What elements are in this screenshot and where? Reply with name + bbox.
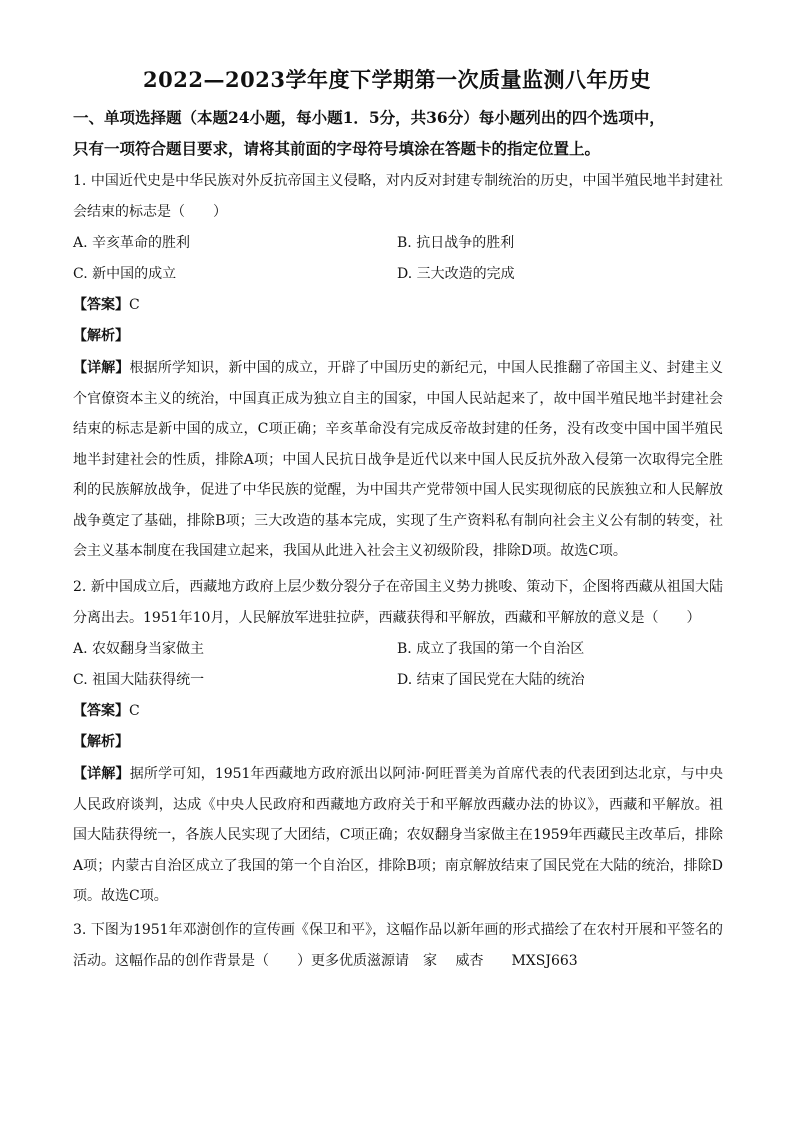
detail-tag: 【详解】 (73, 360, 130, 376)
question-2-option-d: D. 结束了国民党在大陆的统治 (397, 672, 585, 688)
question-2-option-a: A. 农奴翻身当家做主 (73, 641, 205, 657)
detail-text: 据所学可知，1951年西藏地方政府派出以阿沛·阿旺晋美为首席代表的代表团到达北京，与中央人民政府谈判，达成《中央人民政府和西藏地方政府关于和平解放西藏办法的协议》，西藏和平解放。祖国大陆获得统一，各族人民实现了大团结，C项正确；农奴翻身当家做主在1959年西藏民主改革后，排除A项；内蒙古自治区成立了我国的第一个自治区，排除B项；南京解放结束了国民党在大陆的统治，排除D项。故选C项。 (73, 766, 724, 904)
question-2-options-row-2 (73, 669, 723, 691)
question-2-options-row-1 (73, 638, 723, 660)
section-instruction-line-1: 一、单项选择题（本题24小题，每小题1．5分，共36分）每小题列出的四个选项中， (73, 108, 665, 127)
page-title: 2022—2023学年度下学期第一次质量监测八年历史 (143, 67, 651, 92)
section-instruction-line-2: 只有一项符合题目要求，请将其前面的字母符号填涂在答题卡的指定位置上。 (73, 139, 601, 158)
question-2-analysis-tag (73, 727, 723, 758)
question-2-option-c: C. 祖国大陆获得统一 (73, 672, 205, 688)
analysis-tag: 【解析】 (73, 328, 129, 344)
question-2-stem: 2. 新中国成立后，西藏地方政府上层少数分裂分子在帝国主义势力挑唆、策动下，企图将西藏从祖国大陆分离出去。1951年10月，人民解放军进驻拉萨，西藏获得和平解放，西藏和平解放的意义是（ ） (73, 579, 723, 626)
answer-tag: 【答案】 (73, 703, 129, 719)
question-1-option-b: B. 抗日战争的胜利 (397, 235, 515, 251)
analysis-tag: 【解析】 (73, 734, 129, 750)
question-1-option-c: C. 新中国的成立 (73, 266, 177, 282)
question-1-stem: 1. 中国近代史是中华民族对外反抗帝国主义侵略，对内反对封建专制统治的历史，中国半殖民地半封建社会结束的标志是（ ） (73, 173, 723, 220)
question-2-option-b: B. 成立了我国的第一个自治区 (397, 641, 585, 657)
question-1-detail (73, 353, 723, 567)
question-1-option-a: A. 辛亥革命的胜利 (73, 235, 191, 251)
question-2-detail (73, 759, 723, 912)
detail-text: 根据所学知识，新中国的成立，开辟了中国历史的新纪元，中国人民推翻了帝国主义、封建主义个官僚资本主义的统治，中国真正成为独立自主的国家，中国人民站起来了，故中国半殖民地半封建社会结束的标志是新中国的成立，C项正确；辛亥革命没有完成反帝故封建的任务，没有改变中国中国半殖民地半封建社会的性质，排除A项；中国人民抗日战争是近代以来中国人民反抗外敌入侵第一次取得完全胜利的民族解放战争，促进了中华民族的觉醒，为中国共产党带领中国人民实现彻底的民族独立和人民解放战争奠定了基础，排除B项；三大改造的基本完成，实现了生产资料私有制向社会主义公有制的转变，社会主义基本制度在我国建立起来，我国从此进入社会主义初级阶段，排除D项。故选C项。 (73, 360, 724, 559)
question-1-answer (73, 290, 723, 321)
question-2-answer (73, 696, 723, 727)
question-3-stem: 3. 下图为1951年邓澍创作的宣传画《保卫和平》，这幅作品以新年画的形式描绘了在农村开展和平签名的活动。这幅作品的创作背景是（ ）更多优质滋源请 家 威杏 MXSJ663 (73, 922, 723, 969)
answer-value: C (129, 703, 140, 719)
answer-tag: 【答案】 (73, 297, 129, 313)
question-1-options-row-2 (73, 263, 723, 285)
question-1-analysis-tag (73, 321, 723, 352)
question-1-option-d: D. 三大改造的完成 (397, 266, 515, 282)
answer-value: C (129, 297, 140, 313)
detail-tag: 【详解】 (73, 766, 130, 782)
question-1-options-row-1 (73, 232, 723, 254)
